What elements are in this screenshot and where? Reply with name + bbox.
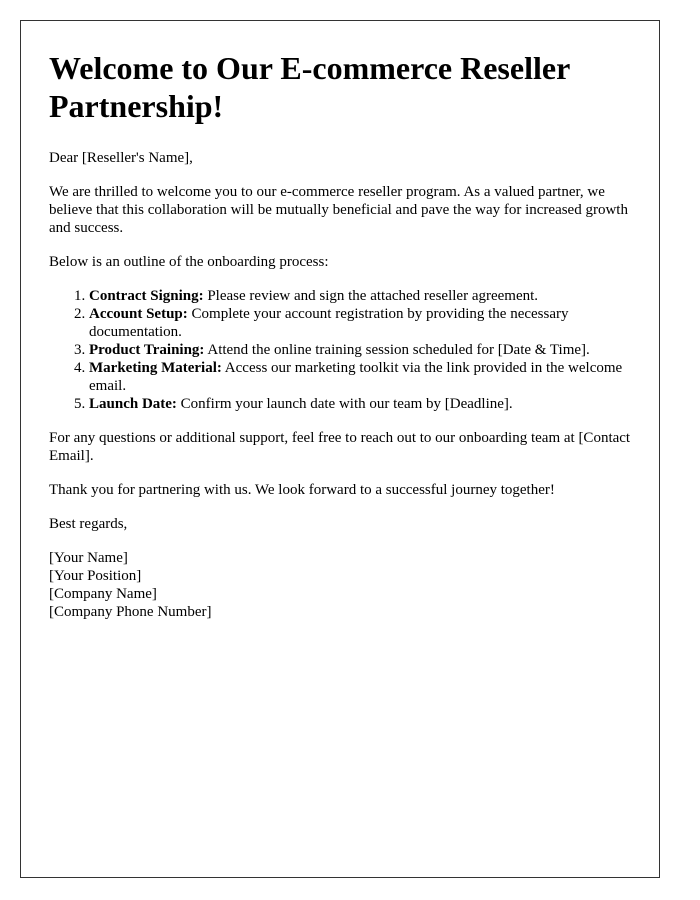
step-text: Complete your account registration by providing the necessary documentation. bbox=[89, 306, 569, 340]
step-label: Marketing Material: bbox=[89, 360, 222, 376]
step-item bbox=[89, 287, 631, 305]
intro-paragraph: We are thrilled to welcome you to our e-commerce reseller program. As a valued partner, we believe that this collaboration will be mutually beneficial and pave the way for increased growth and success. bbox=[49, 184, 628, 236]
onboarding-steps bbox=[49, 287, 631, 413]
step-item bbox=[89, 395, 631, 413]
step-label: Launch Date: bbox=[89, 396, 177, 412]
step-item bbox=[89, 359, 631, 395]
closing: Best regards, bbox=[49, 516, 128, 532]
signature-company: [Company Name] bbox=[49, 586, 157, 602]
step-item bbox=[89, 305, 631, 341]
step-label: Contract Signing: bbox=[89, 288, 204, 304]
letter-title: Welcome to Our E-commerce Reseller Partnership! bbox=[49, 50, 570, 124]
signature-phone: [Company Phone Number] bbox=[49, 604, 212, 620]
signature-block bbox=[49, 549, 631, 621]
support-paragraph: For any questions or additional support, feel free to reach out to our onboarding team at [Contact Email]. bbox=[49, 430, 631, 464]
outline-intro: Below is an outline of the onboarding process: bbox=[49, 254, 329, 270]
letter-page bbox=[20, 20, 660, 878]
step-text: Attend the online training session scheduled for [Date & Time]. bbox=[204, 342, 590, 358]
step-item bbox=[89, 341, 631, 359]
signature-position: [Your Position] bbox=[49, 568, 142, 584]
step-text: Access our marketing toolkit via the link provided in the welcome email. bbox=[89, 360, 623, 394]
thanks-paragraph: Thank you for partnering with us. We look forward to a successful journey together! bbox=[49, 482, 555, 498]
step-text: Confirm your launch date with our team by [Deadline]. bbox=[176, 396, 513, 412]
step-text: Please review and sign the attached reseller agreement. bbox=[203, 288, 539, 304]
step-label: Product Training: bbox=[89, 342, 205, 358]
signature-name: [Your Name] bbox=[49, 550, 128, 566]
step-label: Account Setup: bbox=[89, 306, 188, 322]
greeting: Dear [Reseller's Name], bbox=[49, 150, 193, 166]
